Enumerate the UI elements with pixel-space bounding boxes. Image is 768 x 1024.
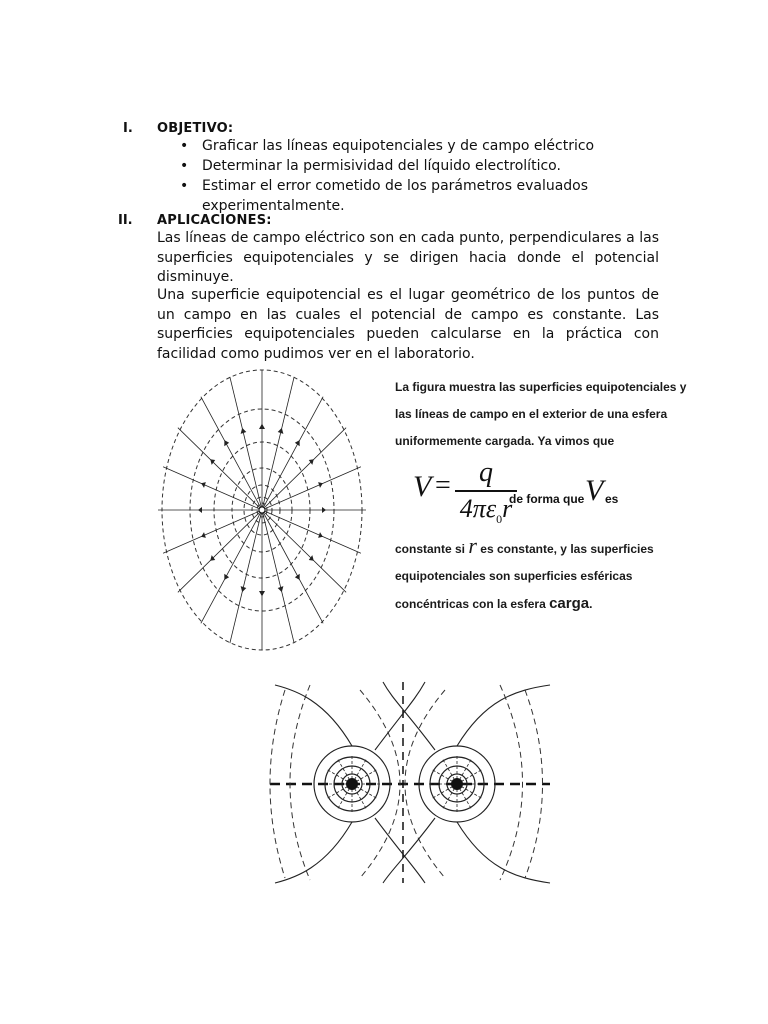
outer-equipotential [290,685,310,880]
field-arrow [198,507,202,513]
objective-item: • Estimar el error cometido de los parámetros evaluados experimentalmente. [180,178,589,214]
field-arrow [259,591,265,596]
field-line [230,510,262,643]
section-2-title: APLICACIONES: [157,213,272,228]
curved-field-line [383,818,435,883]
curved-field-line [457,685,550,746]
objective-item: • Graficar las líneas equipotenciales y de campo eléctrico [180,138,595,154]
fraction-bar [455,490,517,492]
figure-caption [395,374,687,455]
section-1-title: OBJETIVO: [157,121,234,136]
curved-field-line [375,682,425,750]
bullet-icon: • [180,138,189,154]
curved-field-line [457,822,550,883]
field-line [262,467,361,510]
caption-line: equipotenciales son superficies esféricas [395,569,633,583]
field-line [201,510,262,623]
paragraph-field-lines: Las líneas de campo eléctrico son en cada punto, perpendiculares a las superficies equipotenciales y se dirigen hacia donde el potencial disminuye. [157,230,659,285]
formula-equals: = [435,470,451,501]
formula-V-symbol: V [585,474,604,507]
field-line [178,428,262,510]
field-line [262,377,294,510]
objectives-list [178,136,658,216]
curved-field-line [275,822,352,883]
curved-field-line [383,682,435,750]
field-line [201,397,262,510]
field-line [262,397,323,510]
potential-formula [413,458,653,538]
single-charge-field-svg [155,368,385,653]
section-1-number: I. [123,121,133,136]
formula-es-text: es [605,492,619,506]
two-charge-field-svg [265,680,555,885]
field-arrow [322,507,326,513]
field-line [262,510,294,643]
formula-denominator: $4\pi\varepsilon_0r$ [459,494,513,527]
bullet-icon: • [180,158,189,174]
formula-fraction [455,458,517,534]
section-2-number: II. [118,213,133,228]
field-line [262,510,361,553]
figure-caption-continued [395,532,665,618]
formula-lhs: V [413,470,432,503]
two-charge-field-diagram [265,680,555,885]
caption-line: las líneas de campo en el exterior de una esfera [395,407,668,421]
caption-line: concéntricas con la esfera carga. [395,595,593,612]
charge-center [259,507,265,513]
field-line [230,377,262,510]
bullet-icon: • [180,178,189,194]
caption-line: uniformemente cargada. Ya vimos que [395,434,615,448]
field-arrow [259,424,265,429]
formula-numerator: q [479,457,493,488]
objective-item: • Determinar la permisividad del líquido electrolítico. [180,158,561,174]
field-line [262,510,323,623]
caption-line: La figura muestra las superficies equipotenciales y [395,380,687,394]
formula-after-text: de forma que [509,492,585,506]
outer-equipotential [500,685,523,880]
caption-line: constante si r es constante, y las superficies [395,533,654,558]
field-line [262,510,346,592]
curved-field-line [275,685,352,746]
single-charge-field-diagram [155,368,385,653]
charge-dot [346,778,358,790]
curved-field-line [375,818,425,883]
charge-dot [451,778,463,790]
paragraph-equipotential: Una superficie equipotencial es el lugar geométrico de los puntos de un campo en las cuales el potencial de campo es constante. Las superficies equipotenciales pueden calcularse en la práctica con facilidad como pudimos ver en el laboratorio. [157,287,659,362]
